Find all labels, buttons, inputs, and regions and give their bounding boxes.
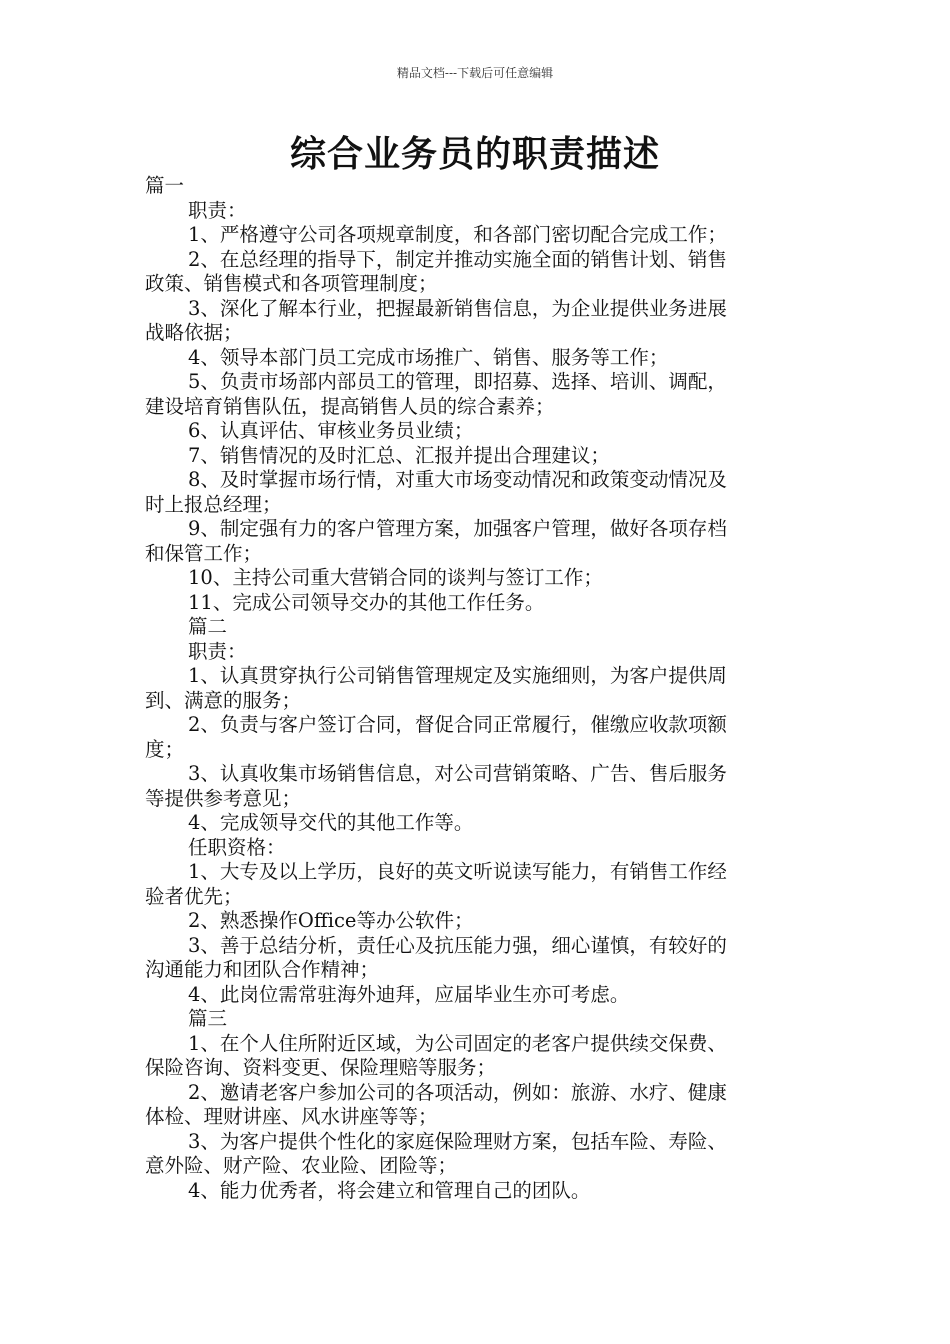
text-line: 4、完成领导交代的其他工作等。	[188, 811, 474, 834]
text-line: 4、领导本部门员工完成市场推广、销售、服务等工作；	[188, 345, 669, 369]
text-line: 职责：	[188, 198, 247, 222]
text-line: 2、熟悉操作Office等办公软件；	[188, 909, 474, 932]
text-line: 篇三	[188, 1007, 228, 1030]
text-line: 战略依据；	[145, 321, 243, 344]
text-line: 政策、销售模式和各项管理制度；	[145, 272, 438, 295]
page-header-note: 精品文档---下载后可任意编辑	[396, 66, 554, 80]
document-title: 综合业务员的职责描述	[289, 134, 660, 175]
text-line: 7、销售情况的及时汇总、汇报并提出合理建议；	[188, 443, 610, 467]
text-line: 3、认真收集市场销售信息，对公司营销策略、广告、售后服务	[188, 762, 727, 785]
text-line: 验者优先；	[145, 884, 243, 908]
text-line: 4、此岗位需常驻海外迪拜，应届毕业生亦可考虑。	[188, 982, 630, 1006]
text-line: 等提供参考意见；	[145, 786, 302, 810]
text-line: 时上报总经理；	[145, 492, 282, 516]
text-line: 11、完成公司领导交办的其他工作任务。	[188, 590, 545, 614]
text-line: 3、善于总结分析，责任心及抗压能力强，细心谨慎，有较好的	[188, 933, 727, 957]
document-body	[145, 174, 810, 1203]
text-line: 1、严格遵守公司各项规章制度，和各部门密切配合完成工作；	[188, 223, 727, 246]
text-line: 4、能力优秀者，将会建立和管理自己的团队。	[188, 1178, 591, 1202]
text-line: 保险咨询、资料变更、保险理赔等服务；	[145, 1056, 497, 1079]
text-line: 篇一	[145, 174, 185, 197]
text-line: 2、负责与客户签订合同，督促合同正常履行，催缴应收款项额	[188, 713, 727, 736]
text-line: 3、深化了解本行业，把握最新销售信息，为企业提供业务进展	[188, 296, 727, 320]
text-line: 体检、理财讲座、风水讲座等等；	[145, 1105, 438, 1128]
text-line: 2、在总经理的指导下，制定并推动实施全面的销售计划、销售	[188, 247, 727, 271]
text-line: 建设培育销售队伍，提高销售人员的综合素养；	[145, 394, 555, 418]
text-line: 6、认真评估、审核业务员业绩；	[188, 419, 474, 442]
text-line: 任职资格：	[188, 835, 286, 859]
text-line: 篇二	[188, 615, 228, 638]
text-line: 10、主持公司重大营销合同的谈判与签订工作；	[188, 566, 603, 589]
text-line: 1、在个人住所附近区域，为公司固定的老客户提供续交保费、	[188, 1031, 727, 1055]
text-line: 1、大专及以上学历，良好的英文听说读写能力，有销售工作经	[188, 860, 727, 883]
text-line: 1、认真贯穿执行公司销售管理规定及实施细则，为客户提供周	[188, 664, 727, 687]
text-line: 度；	[145, 737, 185, 761]
text-line: 到、满意的服务；	[145, 688, 302, 712]
text-line: 意外险、财产险、农业险、团险等；	[145, 1154, 458, 1177]
text-line: 沟通能力和团队合作精神；	[145, 958, 380, 981]
text-line: 9、制定强有力的客户管理方案，加强客户管理，做好各项存档	[188, 517, 727, 540]
text-line: 职责：	[188, 639, 247, 663]
text-line: 3、为客户提供个性化的家庭保险理财方案，包括车险、寿险、	[188, 1129, 727, 1153]
text-line: 5、负责市场部内部员工的管理，即招募、选择、培训、调配，	[188, 370, 727, 393]
text-line: 和保管工作；	[145, 541, 263, 565]
text-line: 2、邀请老客户参加公司的各项活动，例如：旅游、水疗、健康	[188, 1080, 727, 1104]
text-line: 8、及时掌握市场行情，对重大市场变动情况和政策变动情况及	[188, 468, 727, 491]
